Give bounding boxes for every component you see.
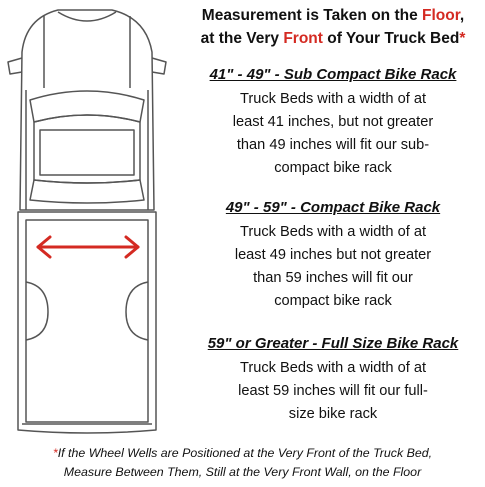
footnote-asterisk: * [52,446,58,460]
floor-highlight: Floor [422,7,460,24]
section-full-size [185,334,481,426]
heading-line-2: at the Very Front of Your Truck Bed* [200,30,466,47]
double-arrow-red [38,237,138,257]
section-title: 49" - 59" - Compact Bike Rack [225,199,441,216]
page-title [185,4,481,50]
heading-line-1: Measurement is Taken on the Floor, [201,7,465,24]
section-compact [185,198,481,313]
front-highlight: Front [283,30,323,47]
truck-topview-diagram [0,0,175,440]
section-body: Truck Beds with a width of at least 41 inches, but not greater than 49 inches will fit our sub- compact bike rack [232,91,434,176]
section-body: Truck Beds with a width of at least 49 inches but not greater than 59 inches will fit our compact bike rack [234,224,432,309]
section-body: Truck Beds with a width of at least 59 inches will fit our full- size bike rack [238,360,428,422]
section-title: 41" - 49" - Sub Compact Bike Rack [209,66,457,83]
footnote: *If the Wheel Wells are Positioned at the Very Front of the Truck Bed, Measure Between Them, Still at the Very Front Wall, on the Floor [52,446,433,479]
section-sub-compact [185,65,481,180]
section-title: 59" or Greater - Full Size Bike Rack [207,335,459,352]
heading-asterisk: * [459,30,466,47]
